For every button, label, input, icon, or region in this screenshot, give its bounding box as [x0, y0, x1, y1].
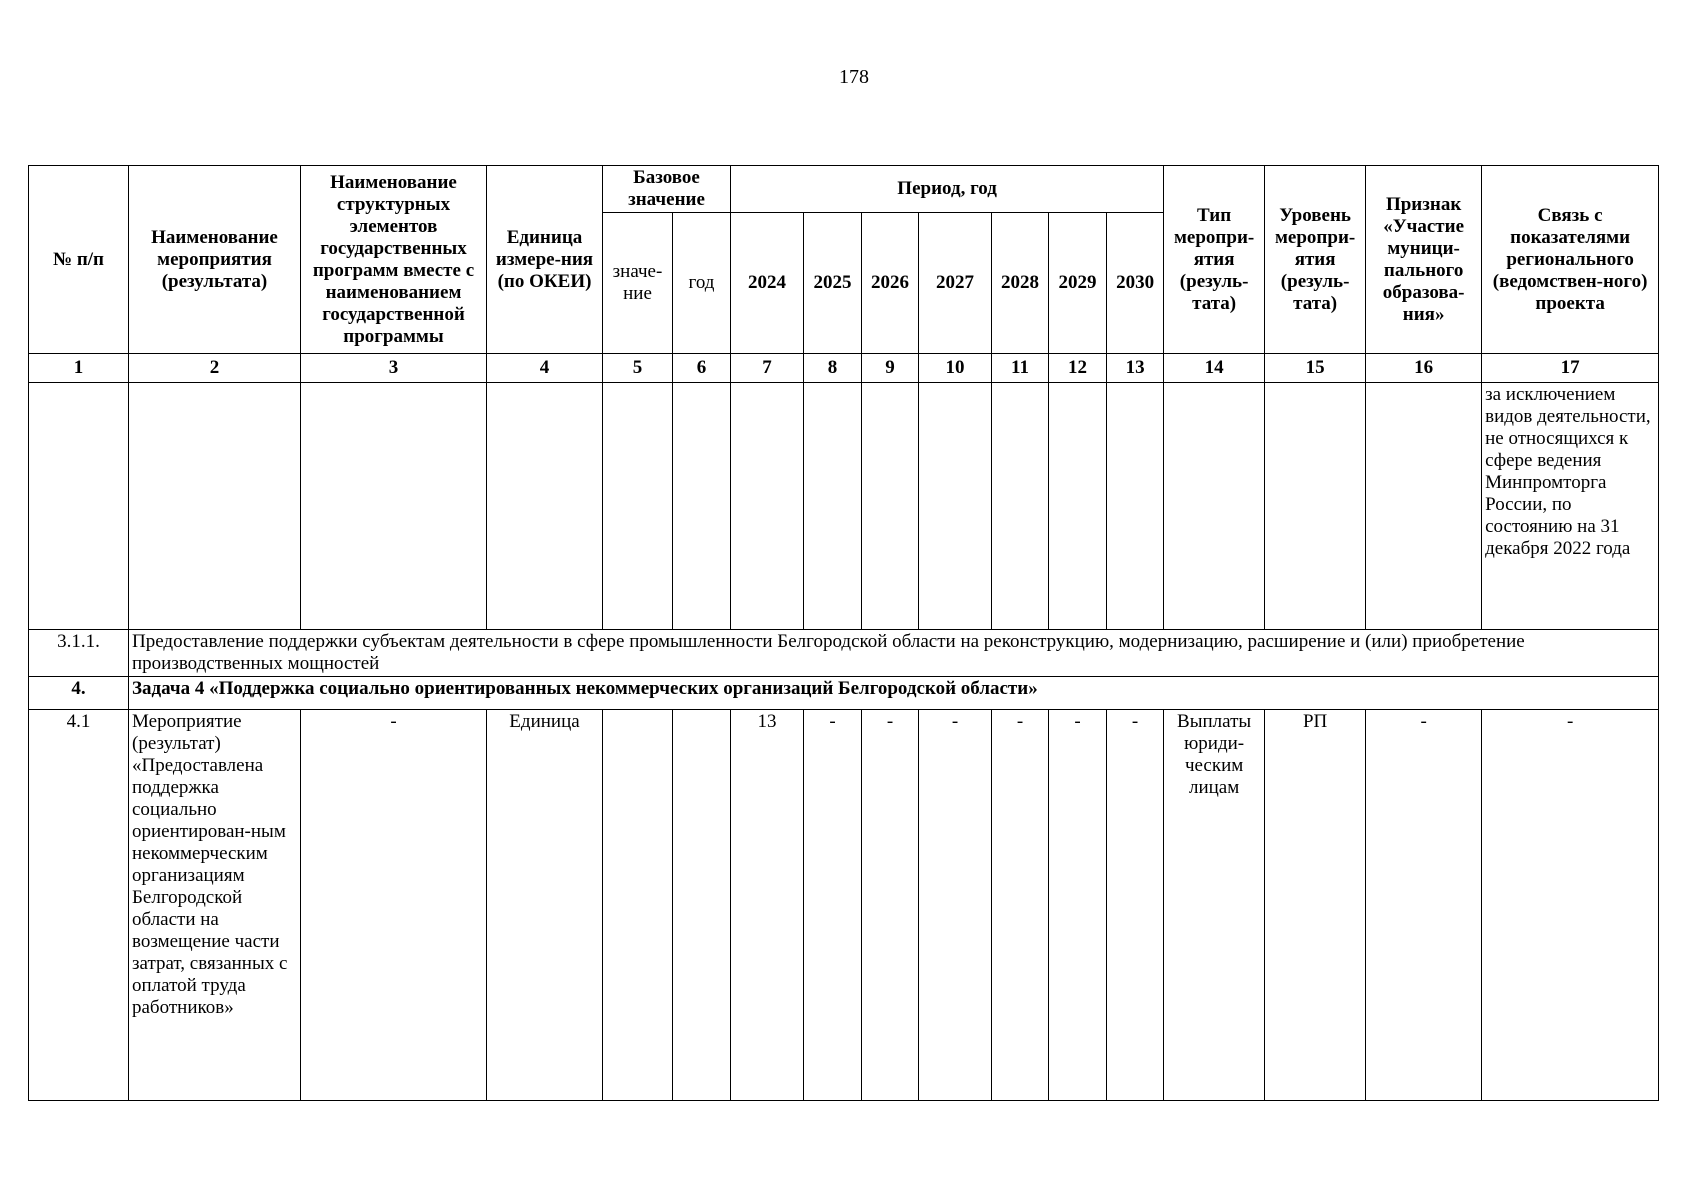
column-number: 10 — [919, 354, 992, 383]
header-event-type: Тип меропри-ятия (резуль-тата) — [1164, 166, 1265, 354]
header-period-group: Период, год — [731, 166, 1164, 213]
column-number: 16 — [1366, 354, 1482, 383]
header-year-2029: 2029 — [1049, 213, 1107, 354]
header-row-1 — [29, 166, 1659, 213]
row-number: 4. — [29, 677, 129, 710]
header-structural-elements: Наименование структурных элементов государственных программ вместе с наименованием государственной программы — [301, 166, 487, 354]
project-link: - — [1482, 710, 1659, 1101]
row-number: 3.1.1. — [29, 630, 129, 677]
value-2026: - — [862, 710, 919, 1101]
column-number: 8 — [804, 354, 862, 383]
header-event-name: Наименование мероприятия (результата) — [129, 166, 301, 354]
column-number: 14 — [1164, 354, 1265, 383]
value-2028: - — [992, 710, 1049, 1101]
value-2030: - — [1107, 710, 1164, 1101]
column-number: 11 — [992, 354, 1049, 383]
unit: Единица — [487, 710, 603, 1101]
header-year-2030: 2030 — [1107, 213, 1164, 354]
header-base-year: год — [673, 213, 731, 354]
header-year-2027: 2027 — [919, 213, 992, 354]
column-number: 7 — [731, 354, 804, 383]
column-number: 2 — [129, 354, 301, 383]
event-level: РП — [1265, 710, 1366, 1101]
column-number: 17 — [1482, 354, 1659, 383]
column-number: 3 — [301, 354, 487, 383]
structural-elements: - — [301, 710, 487, 1101]
header-year-2028: 2028 — [992, 213, 1049, 354]
row-3-1-1 — [29, 630, 1659, 677]
row-4-1 — [29, 710, 1659, 1101]
column-number: 6 — [673, 354, 731, 383]
value-2025: - — [804, 710, 862, 1101]
value-2024: 13 — [731, 710, 804, 1101]
header-year-2025: 2025 — [804, 213, 862, 354]
value-2027: - — [919, 710, 992, 1101]
column-number: 15 — [1265, 354, 1366, 383]
header-year-2024: 2024 — [731, 213, 804, 354]
municipal-flag: - — [1366, 710, 1482, 1101]
value-2029: - — [1049, 710, 1107, 1101]
base-value — [603, 710, 673, 1101]
row-description: Предоставление поддержки субъектам деятельности в сфере промышленности Белгородской области на реконструкцию, модернизацию, расширение и (или) приобретение производственных мощностей — [129, 630, 1659, 677]
header-municipal-flag: Признак «Участие муници-пального образова-ния» — [1366, 166, 1482, 354]
column-number: 9 — [862, 354, 919, 383]
header-number: № п/п — [29, 166, 129, 354]
base-year — [673, 710, 731, 1101]
event-name: Мероприятие (результат) «Предоставлена поддержка социально ориентирован-ным некоммерческим организациям Белгородской области на возмещение части затрат, связанных с оплатой труда работников» — [129, 710, 301, 1101]
row-task-4 — [29, 677, 1659, 710]
row-number: 4.1 — [29, 710, 129, 1101]
column-number: 5 — [603, 354, 673, 383]
header-base-group: Базовое значение — [603, 166, 731, 213]
continuation-row — [29, 383, 1659, 630]
task-title: Задача 4 «Поддержка социально ориентированных некоммерческих организаций Белгородской области» — [129, 677, 1659, 710]
continuation-project-link: за исключением видов деятельности, не относящихся к сфере ведения Минпромторга России, по состоянию на 31 декабря 2022 года — [1482, 383, 1659, 630]
column-number: 12 — [1049, 354, 1107, 383]
column-number: 13 — [1107, 354, 1164, 383]
header-unit: Единица измере-ния (по ОКЕИ) — [487, 166, 603, 354]
page-number: 178 — [839, 66, 869, 88]
header-year-2026: 2026 — [862, 213, 919, 354]
column-number-row — [29, 354, 1659, 383]
program-table — [28, 165, 1659, 1101]
column-number: 1 — [29, 354, 129, 383]
header-base-value: значе-ние — [603, 213, 673, 354]
header-event-level: Уровень меропри-ятия (резуль-тата) — [1265, 166, 1366, 354]
column-number: 4 — [487, 354, 603, 383]
event-type: Выплаты юриди-ческим лицам — [1164, 710, 1265, 1101]
header-project-link: Связь с показателями регионального (ведомствен-ного) проекта — [1482, 166, 1659, 354]
